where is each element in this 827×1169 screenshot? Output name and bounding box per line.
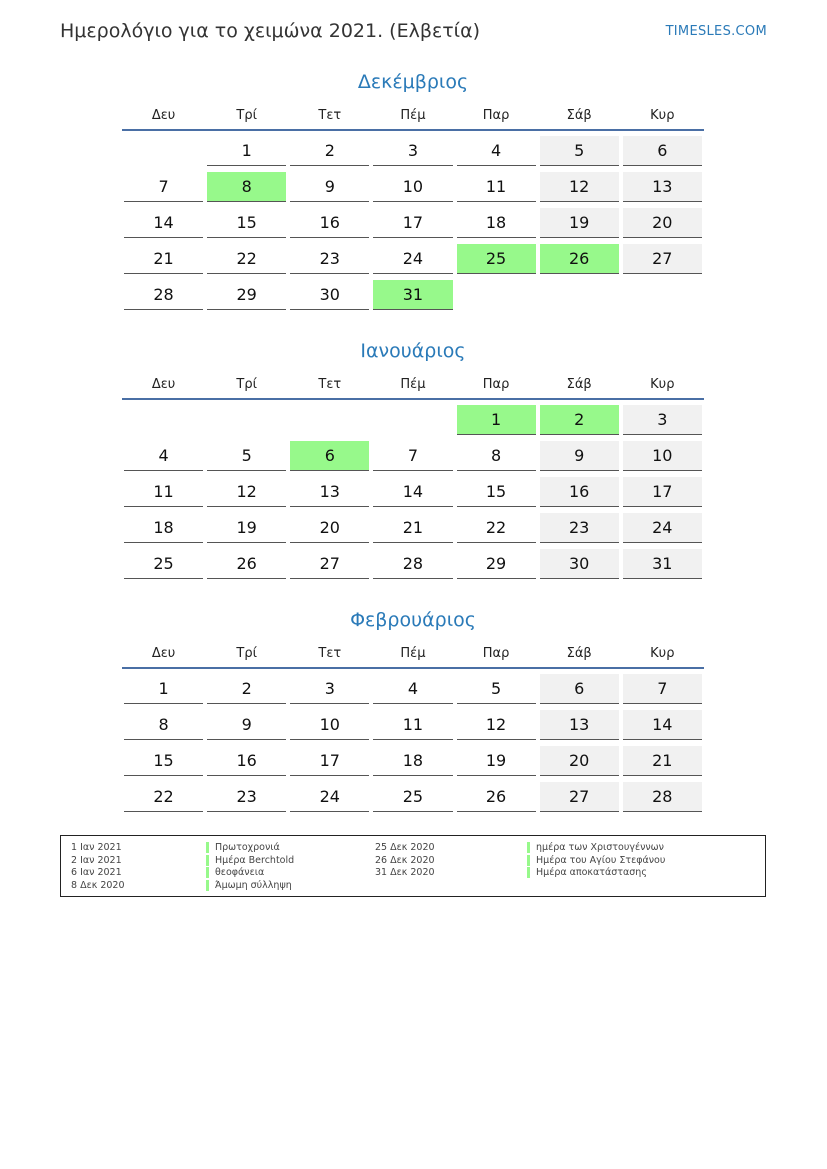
day-cell: 17 [373, 208, 452, 238]
holiday-day-cell: 2 [540, 405, 619, 435]
day-cell: 15 [124, 746, 203, 776]
weekday-label: Παρ [482, 376, 510, 392]
day-cell: 7 [373, 441, 452, 471]
empty-cell [207, 405, 286, 435]
day-cell: 21 [124, 244, 203, 274]
day-cell: 24 [290, 782, 369, 812]
day-cell: 21 [373, 513, 452, 543]
day-cell: 26 [207, 549, 286, 579]
day-cell: 27 [290, 549, 369, 579]
day-cell: 3 [373, 136, 452, 166]
weekday-label: Παρ [482, 107, 510, 123]
day-cell: 20 [540, 746, 619, 776]
legend-left-dates [71, 842, 125, 892]
weekday-label: Δευ [151, 376, 176, 392]
weekday-label: Κυρ [650, 376, 675, 392]
day-cell: 11 [124, 477, 203, 507]
legend-holiday-name: Άμωμη σύλληψη [206, 880, 292, 891]
holiday-day-cell: 26 [540, 244, 619, 274]
weekday-label: Τετ [318, 645, 342, 661]
legend-holiday-name: Ημέρα Berchtold [206, 855, 294, 866]
weekday-label: Σάβ [566, 645, 592, 661]
day-cell: 7 [623, 674, 702, 704]
weekday-header [122, 639, 704, 669]
weekday-label: Πέμ [400, 107, 426, 123]
day-cell: 23 [540, 513, 619, 543]
day-cell: 4 [457, 136, 536, 166]
day-cell: 13 [623, 172, 702, 202]
weekday-label: Σάβ [566, 376, 592, 392]
weekday-label: Δευ [151, 645, 176, 661]
day-cell: 20 [623, 208, 702, 238]
day-cell: 11 [457, 172, 536, 202]
weekday-label: Σάβ [566, 107, 592, 123]
day-cell: 8 [457, 441, 536, 471]
day-cell: 20 [290, 513, 369, 543]
legend-date: 6 Ιαν 2021 [71, 867, 122, 878]
holiday-day-cell: 6 [290, 441, 369, 471]
day-cell: 18 [124, 513, 203, 543]
empty-cell [124, 405, 203, 435]
day-cell: 8 [124, 710, 203, 740]
day-cell: 12 [207, 477, 286, 507]
day-cell: 1 [207, 136, 286, 166]
day-cell: 1 [124, 674, 203, 704]
day-cell: 6 [623, 136, 702, 166]
legend-holiday-name: θεοφάνεια [206, 867, 264, 878]
day-cell: 19 [457, 746, 536, 776]
legend-date: 8 Δεκ 2020 [71, 879, 125, 891]
weekday-label: Τρί [236, 645, 257, 661]
day-cell: 11 [373, 710, 452, 740]
day-grid [122, 135, 704, 315]
day-cell: 30 [540, 549, 619, 579]
day-cell: 18 [457, 208, 536, 238]
day-cell: 28 [373, 549, 452, 579]
day-cell: 12 [457, 710, 536, 740]
day-cell: 9 [207, 710, 286, 740]
empty-cell [373, 405, 452, 435]
day-cell: 28 [623, 782, 702, 812]
day-cell: 28 [124, 280, 203, 310]
legend-left-names [206, 842, 294, 892]
day-cell: 10 [373, 172, 452, 202]
month-title: Δεκέμβριος [357, 71, 469, 93]
day-cell: 3 [290, 674, 369, 704]
day-cell: 30 [290, 280, 369, 310]
day-cell: 7 [124, 172, 203, 202]
day-cell: 21 [623, 746, 702, 776]
day-cell: 17 [623, 477, 702, 507]
day-cell: 17 [290, 746, 369, 776]
day-cell: 14 [623, 710, 702, 740]
day-cell: 4 [124, 441, 203, 471]
day-cell: 10 [623, 441, 702, 471]
legend-right-names [527, 842, 665, 880]
day-cell: 15 [207, 208, 286, 238]
day-cell: 29 [207, 280, 286, 310]
month-calendar [122, 606, 704, 817]
weekday-label: Τρί [236, 107, 257, 123]
page-title: Ημερολόγιο για το χειμώνα 2021. (Ελβετία) [60, 20, 481, 42]
day-cell: 27 [540, 782, 619, 812]
day-cell: 2 [207, 674, 286, 704]
day-cell: 29 [457, 549, 536, 579]
day-cell: 5 [457, 674, 536, 704]
month-title: Ιανουάριος [360, 340, 466, 362]
day-cell: 6 [540, 674, 619, 704]
legend-right-dates [375, 842, 435, 880]
day-cell: 5 [540, 136, 619, 166]
weekday-label: Δευ [151, 107, 176, 123]
weekday-header [122, 370, 704, 400]
legend-date: 2 Ιαν 2021 [71, 854, 122, 866]
day-cell: 19 [540, 208, 619, 238]
holiday-day-cell: 8 [207, 172, 286, 202]
holiday-day-cell: 1 [457, 405, 536, 435]
day-grid [122, 673, 704, 817]
legend-holiday-name: Ημέρα του Αγίου Στεφάνου [527, 855, 665, 866]
day-cell: 24 [373, 244, 452, 274]
day-cell: 27 [623, 244, 702, 274]
site-link[interactable]: TIMESLES.COM [665, 24, 767, 39]
legend-holiday-name: ημέρα των Χριστουγέννων [527, 842, 664, 853]
day-cell: 22 [457, 513, 536, 543]
month-calendar [122, 68, 704, 315]
day-cell: 9 [290, 172, 369, 202]
day-cell: 13 [290, 477, 369, 507]
empty-cell [124, 136, 203, 166]
day-cell: 22 [207, 244, 286, 274]
day-cell: 16 [207, 746, 286, 776]
weekday-label: Τετ [318, 376, 342, 392]
legend-date: 1 Ιαν 2021 [71, 842, 122, 853]
day-cell: 25 [124, 549, 203, 579]
day-cell: 25 [373, 782, 452, 812]
weekday-label: Κυρ [650, 107, 675, 123]
day-cell: 14 [373, 477, 452, 507]
day-cell: 18 [373, 746, 452, 776]
weekday-label: Τρί [236, 376, 257, 392]
day-cell: 5 [207, 441, 286, 471]
day-cell: 19 [207, 513, 286, 543]
day-cell: 14 [124, 208, 203, 238]
day-cell: 31 [623, 549, 702, 579]
legend-date: 26 Δεκ 2020 [375, 854, 435, 866]
weekday-header [122, 101, 704, 131]
legend-holiday-name: Ημέρα αποκατάστασης [527, 867, 647, 878]
day-cell: 12 [540, 172, 619, 202]
day-cell: 15 [457, 477, 536, 507]
empty-cell [290, 405, 369, 435]
day-cell: 26 [457, 782, 536, 812]
holiday-day-cell: 31 [373, 280, 452, 310]
month-title: Φεβρουάριος [350, 609, 476, 631]
day-cell: 4 [373, 674, 452, 704]
day-grid [122, 404, 704, 584]
day-cell: 16 [540, 477, 619, 507]
day-cell: 16 [290, 208, 369, 238]
day-cell: 23 [290, 244, 369, 274]
weekday-label: Τετ [318, 107, 342, 123]
day-cell: 22 [124, 782, 203, 812]
day-cell: 3 [623, 405, 702, 435]
weekday-label: Πέμ [400, 376, 426, 392]
legend-date: 25 Δεκ 2020 [375, 842, 435, 853]
month-calendar [122, 337, 704, 584]
weekday-label: Κυρ [650, 645, 675, 661]
day-cell: 9 [540, 441, 619, 471]
day-cell: 10 [290, 710, 369, 740]
legend-date: 31 Δεκ 2020 [375, 867, 435, 878]
holiday-legend [60, 835, 766, 897]
day-cell: 24 [623, 513, 702, 543]
holiday-day-cell: 25 [457, 244, 536, 274]
legend-holiday-name: Πρωτοχρονιά [206, 842, 280, 853]
weekday-label: Πέμ [400, 645, 426, 661]
day-cell: 13 [540, 710, 619, 740]
day-cell: 23 [207, 782, 286, 812]
day-cell: 2 [290, 136, 369, 166]
weekday-label: Παρ [482, 645, 510, 661]
